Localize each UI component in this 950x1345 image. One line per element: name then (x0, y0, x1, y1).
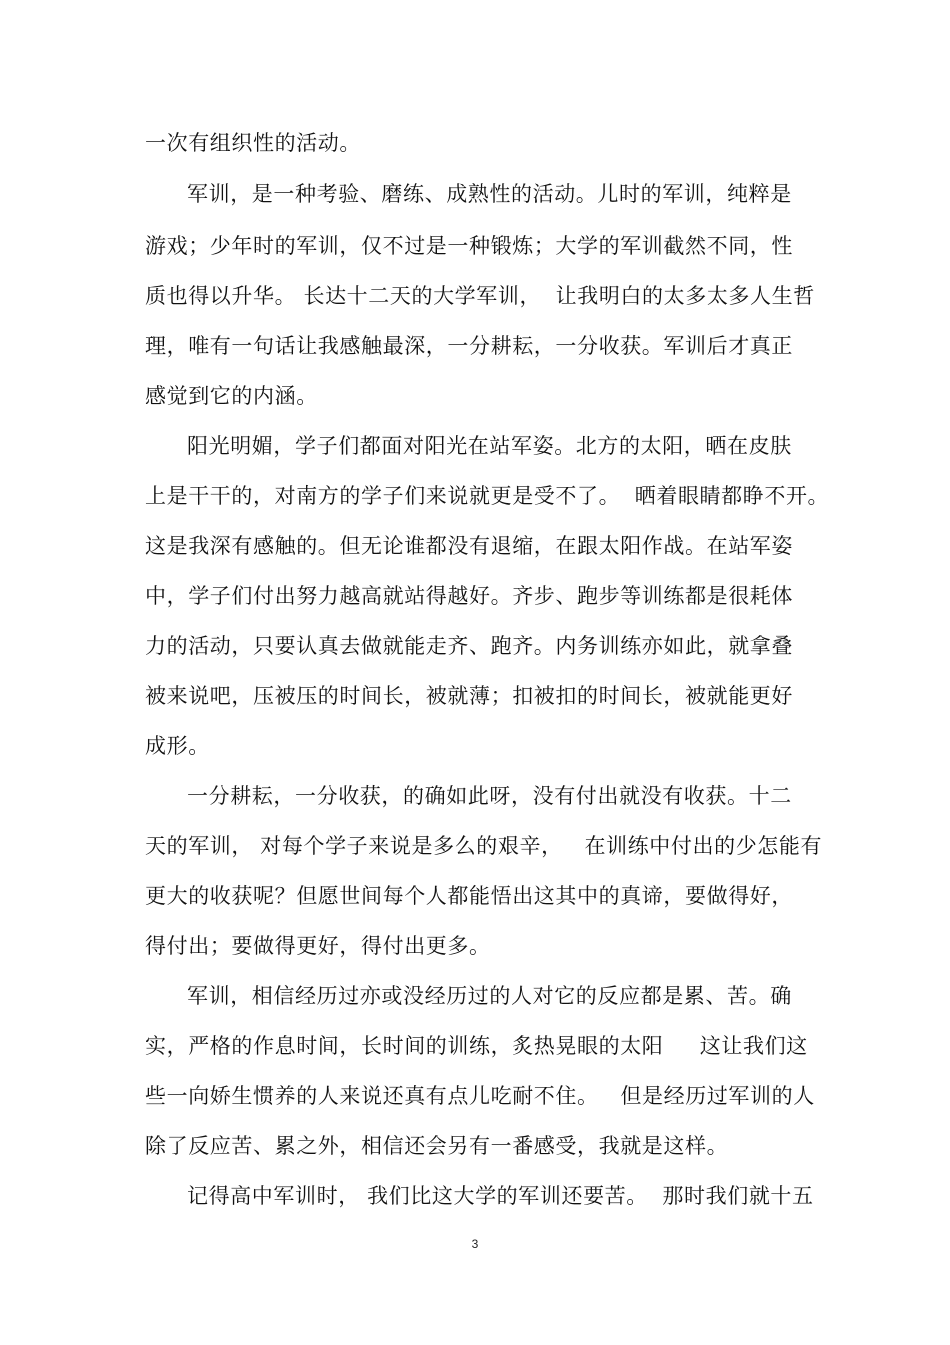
text-line: 游戏；少年时的军训，仅不过是一种锻炼；大学的军训截然不同，性 (145, 234, 793, 258)
paragraph-start-line: 军训，是一种考验、磨练、成熟性的活动。儿时的军训，纯粹是 (187, 182, 792, 206)
text-line: 理，唯有一句话让我感触最深，一分耕耘，一分收获。军训后才真正 (145, 334, 793, 358)
page-number: 3 (471, 1237, 479, 1251)
text-line: 感觉到它的内涵。 (145, 384, 318, 408)
text-line: 被来说吧，压被压的时间长，被就薄；扣被扣的时间长，被就能更好 (145, 684, 793, 708)
paragraph-start-line: 军训，相信经历过亦或没经历过的人对它的反应都是累、苦。确 (187, 984, 792, 1008)
paragraph-start-line: 一分耕耘，一分收获，的确如此呀，没有付出就没有收获。十二 (187, 784, 792, 808)
text-line: 除了反应苦、累之外，相信还会另有一番感受，我就是这样。 (145, 1134, 729, 1158)
text-line: 一次有组织性的活动。 (145, 131, 361, 155)
text-line: 天的军训， 对每个学子来说是多么的艰辛， 在训练中付出的少怎能有 (145, 834, 823, 858)
text-line: 上是干干的，对南方的学子们来说就更是受不了。 晒着眼睛都睁不开。 (145, 484, 830, 508)
text-line: 成形。 (145, 734, 210, 758)
text-line: 些一向娇生惯养的人来说还真有点儿吃耐不住。 但是经历过军训的人 (145, 1084, 815, 1108)
text-line: 实，严格的作息时间，长时间的训练，炙热晃眼的太阳 这让我们这 (145, 1034, 808, 1058)
text-line: 更大的收获呢？但愿世间每个人都能悟出这其中的真谛，要做得好， (145, 884, 793, 908)
text-line: 这是我深有感触的。但无论谁都没有退缩，在跟太阳作战。在站军姿 (145, 534, 793, 558)
text-line: 力的活动，只要认真去做就能走齐、跑齐。内务训练亦如此，就拿叠 (145, 634, 793, 658)
paragraph-start-line: 记得高中军训时， 我们比这大学的军训还要苦。 那时我们就十五 (187, 1184, 814, 1208)
text-line: 质也得以升华。 长达十二天的大学军训， 让我明白的太多太多人生哲 (145, 284, 815, 308)
text-line: 中，学子们付出努力越高就站得越好。齐步、跑步等训练都是很耗体 (145, 584, 793, 608)
paragraph-start-line: 阳光明媚，学子们都面对阳光在站军姿。北方的太阳，晒在皮肤 (187, 434, 792, 458)
text-line: 得付出；要做得更好，得付出更多。 (145, 934, 491, 958)
